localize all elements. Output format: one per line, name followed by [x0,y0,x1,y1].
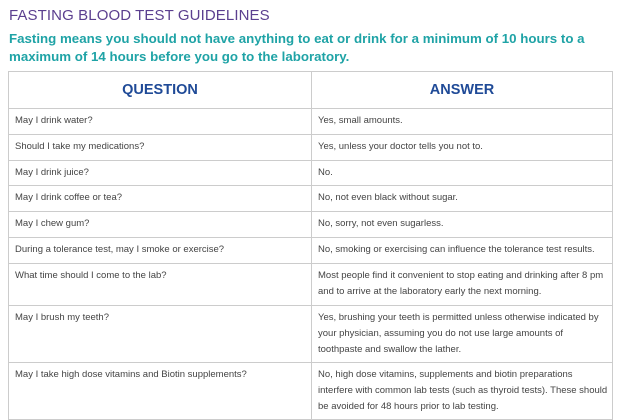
table-row [9,212,613,238]
question-cell: What time should I come to the lab? [9,264,312,306]
answer-cell: No, not even black without sugar. [312,186,613,212]
page-title: FASTING BLOOD TEST GUIDELINES [9,7,270,24]
table-header-row [9,72,613,109]
intro-paragraph: Fasting means you should not have anything to eat or drink for a minimum of 10 hours to a maximum of 14 hours before you go to the laboratory. [9,31,585,64]
answer-cell: No, sorry, not even sugarless. [312,212,613,238]
question-cell: May I brush my teeth? [9,306,312,363]
question-cell: May I take high dose vitamins and Biotin supplements? [9,363,312,420]
question-cell: May I chew gum? [9,212,312,238]
table-row [9,238,613,264]
question-cell: May I drink water? [9,109,312,135]
answer-cell: Yes, brushing your teeth is permitted unless otherwise indicated by your physician, assuming you do not use large amounts of toothpaste and swallow the lather. [312,306,613,363]
guidelines-table [8,71,613,420]
answer-cell: No. [312,161,613,186]
answer-cell: Yes, unless your doctor tells you not to. [312,135,613,161]
question-cell: During a tolerance test, may I smoke or exercise? [9,238,312,264]
question-cell: May I drink coffee or tea? [9,186,312,212]
table-row [9,186,613,212]
question-cell: May I drink juice? [9,161,312,186]
table-row [9,161,613,186]
answer-cell: Yes, small amounts. [312,109,613,135]
answer-cell: Most people find it convenient to stop eating and drinking after 8 pm and to arrive at the laboratory early the next morning. [312,264,613,306]
table-row [9,109,613,135]
question-cell: Should I take my medications? [9,135,312,161]
table-row [9,306,613,363]
table-row [9,363,613,420]
answer-cell: No, high dose vitamins, supplements and biotin preparations interfere with common lab tests (such as thyroid tests). These should be avoided for 48 hours prior to lab testing. [312,363,613,420]
column-header-answer: ANSWER [312,72,613,109]
table-row [9,135,613,161]
column-header-question: QUESTION [9,72,312,109]
table-row [9,264,613,306]
answer-cell: No, smoking or exercising can influence the tolerance test results. [312,238,613,264]
